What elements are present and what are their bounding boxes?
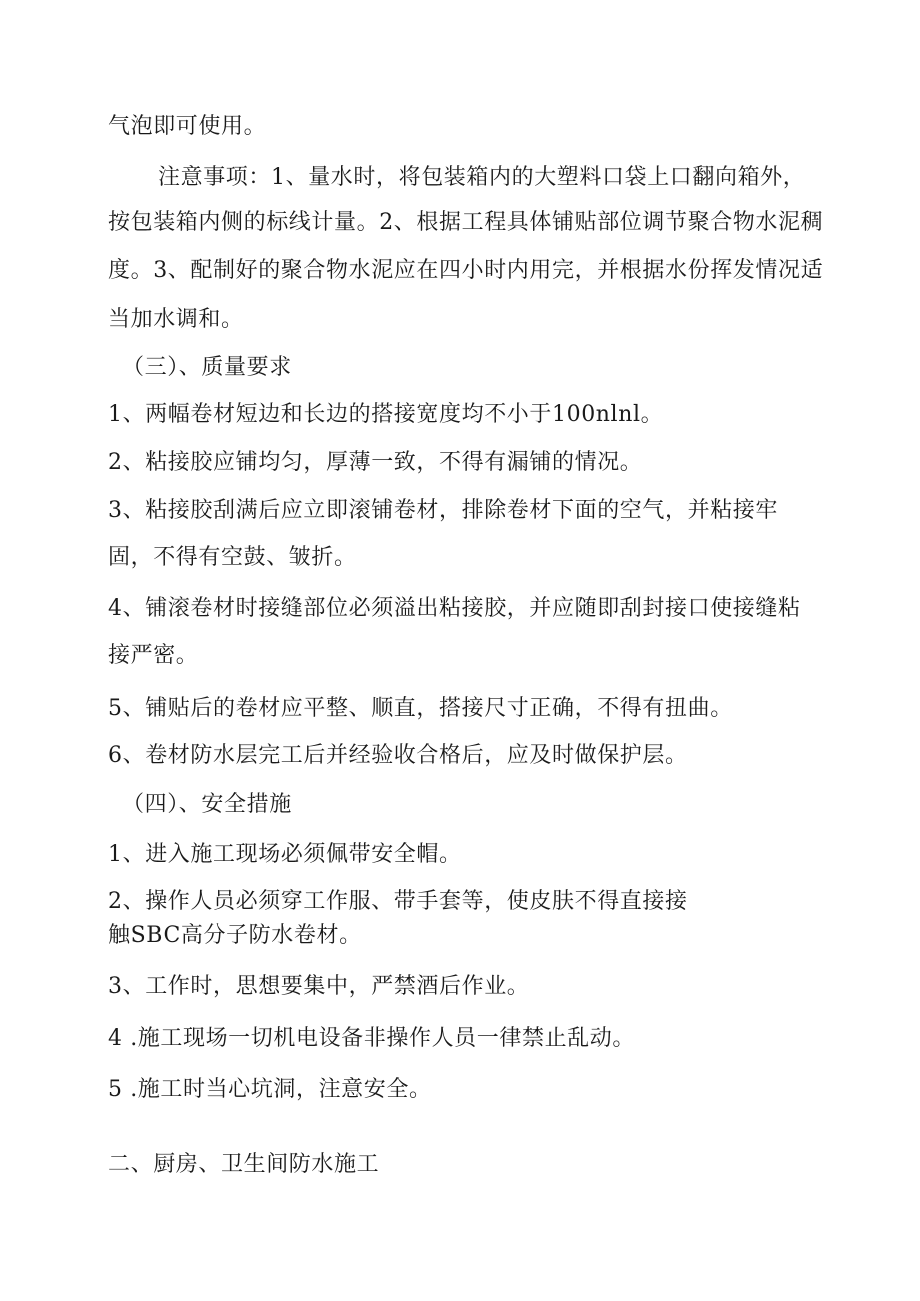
list-item-continuation: 接严密。 xyxy=(108,643,199,668)
list-item: 6、卷材防水层完工后并经验收合格后，应及时做保护层。 xyxy=(108,743,688,768)
list-item: 5 .施工时当心坑洞，注意安全。 xyxy=(108,1077,432,1102)
paragraph-line: 气泡即可使用。 xyxy=(108,114,267,139)
section-heading: （三）、质量要求 xyxy=(122,355,292,380)
list-item-continuation: 触SBC高分子防水卷材。 xyxy=(108,923,362,948)
paragraph-line: 度。3、配制好的聚合物水泥应在四小时内用完，并根据水份挥发情况适 xyxy=(108,258,824,283)
list-item: 5、铺贴后的卷材应平整、顺直，搭接尺寸正确，不得有扭曲。 xyxy=(108,696,733,721)
paragraph-line: 当加水调和。 xyxy=(108,307,244,332)
section-heading: （四）、安全措施 xyxy=(122,792,292,817)
list-item-continuation: 固，不得有空鼓、皱折。 xyxy=(108,545,357,570)
chapter-heading: 二、厨房、卫生间防水施工 xyxy=(108,1152,380,1177)
list-item: 4 .施工现场一切机电设备非操作人员一律禁止乱动。 xyxy=(108,1026,635,1051)
list-item: 2、操作人员必须穿工作服、带手套等，使皮肤不得直接接 xyxy=(108,889,688,914)
list-item: 4、铺滚卷材时接缝部位必须溢出粘接胶，并应随即刮封接口使接缝粘 xyxy=(108,596,801,621)
list-item: 3、粘接胶刮满后应立即滚铺卷材，排除卷材下面的空气，并粘接牢 xyxy=(108,498,778,523)
paragraph-line: 按包装箱内侧的标线计量。2、根据工程具体铺贴部位调节聚合物水泥稠 xyxy=(108,210,824,235)
list-item: 1、两幅卷材短边和长边的搭接宽度均不小于100nlnl。 xyxy=(108,402,664,427)
list-item: 3、工作时，思想要集中，严禁酒后作业。 xyxy=(108,974,530,999)
list-item: 2、粘接胶应铺均匀，厚薄一致，不得有漏铺的情况。 xyxy=(108,450,643,475)
paragraph-line: 注意事项：1、量水时，将包装箱内的大塑料口袋上口翻向箱外， xyxy=(158,165,806,190)
list-item: 1、进入施工现场必须佩带安全帽。 xyxy=(108,842,462,867)
